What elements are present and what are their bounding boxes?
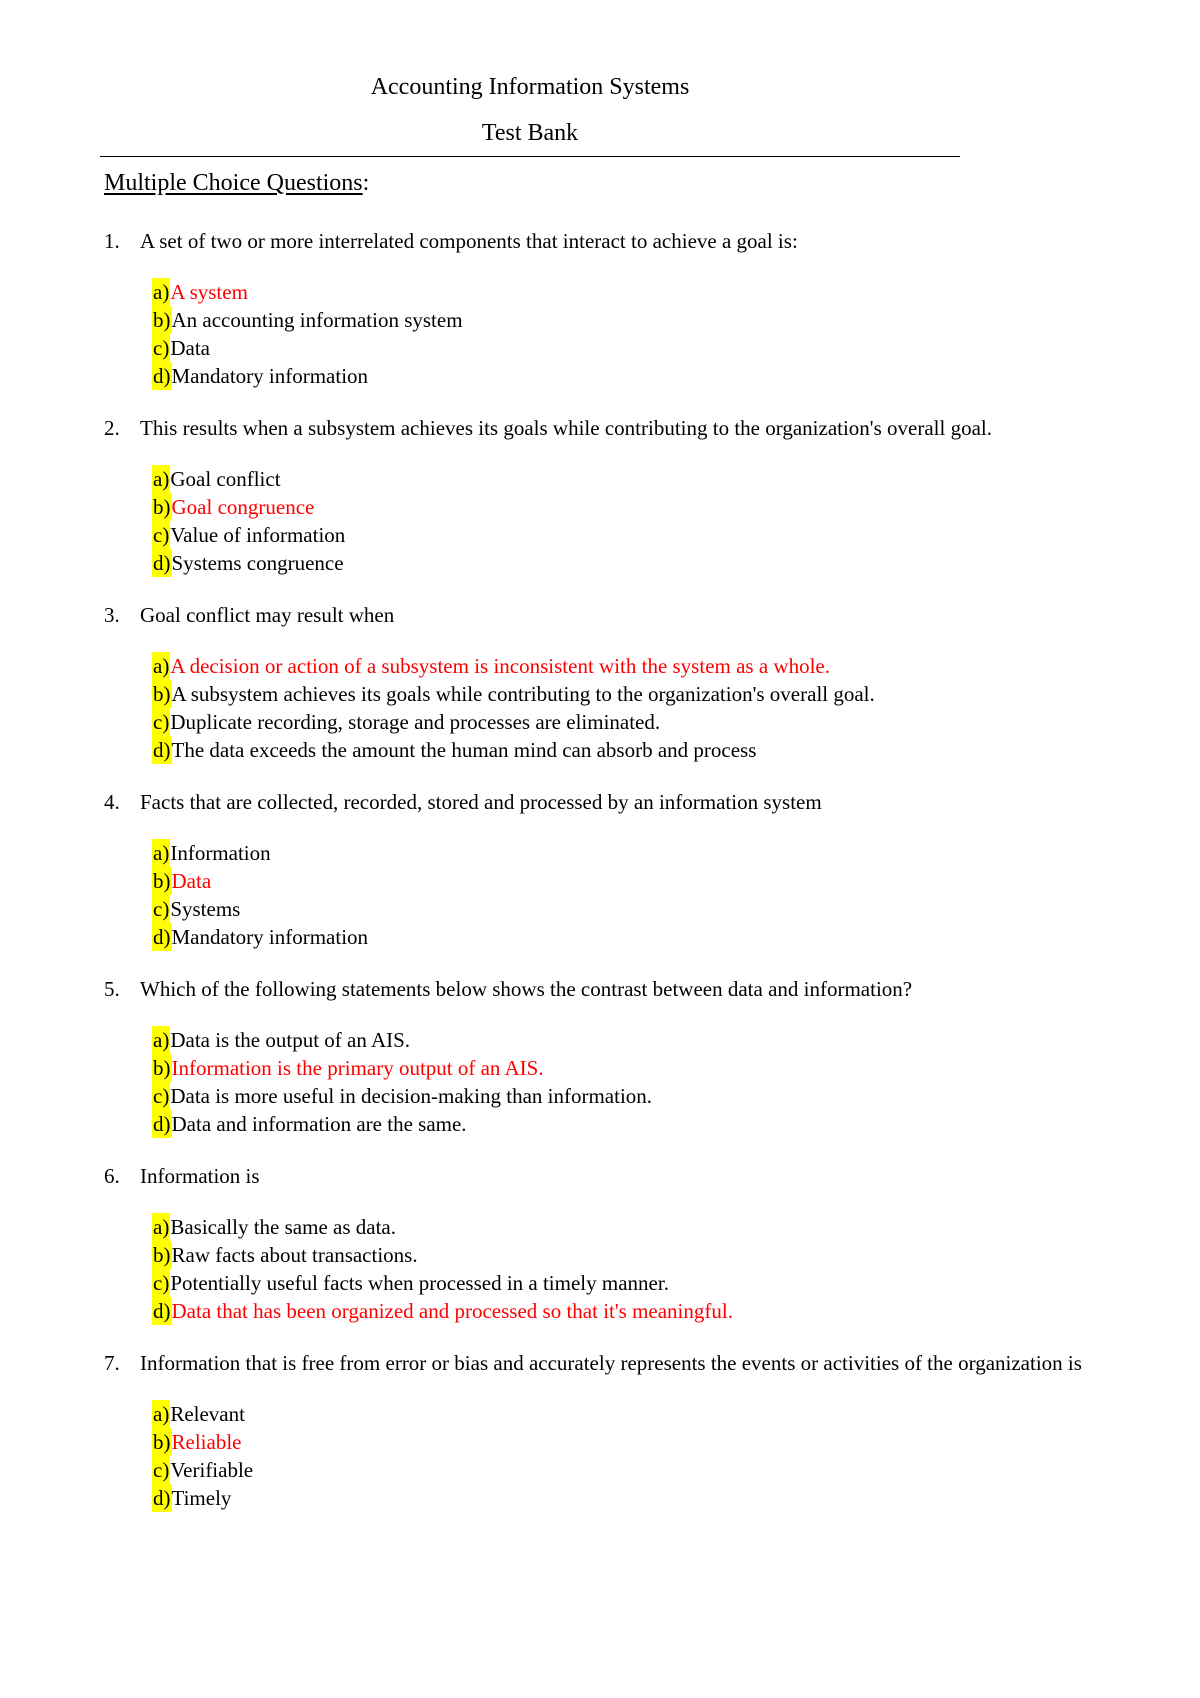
option-text: The data exceeds the amount the human mind can absorb and process [171,738,757,762]
option-letter: c) [153,1084,170,1108]
answer-options [152,652,1134,764]
answer-option [152,839,1134,867]
option-text: Data is the output of an AIS. [170,1028,411,1052]
question-text: This results when a subsystem achieves its goals while contributing to the organization's overall goal. [140,416,992,440]
correct-answer-text: Data [171,869,212,893]
option-letter: c) [153,710,170,734]
correct-answer-text: A system [170,280,248,304]
option-text: Systems congruence [171,551,344,575]
answer-option [152,1241,1134,1269]
option-text: Systems [170,897,241,921]
answer-option [152,736,1134,764]
option-letter: a) [153,1028,170,1052]
answer-option [152,1082,1134,1110]
question-number: 1. [104,229,120,253]
option-text: Raw facts about transactions. [171,1243,418,1267]
option-text: Verifiable [170,1458,254,1482]
question-number: 3. [104,603,120,627]
option-text: A subsystem achieves its goals while contributing to the organization's overall goal. [171,682,875,706]
answer-option [152,652,1134,680]
question-item [104,787,1134,951]
option-text: Basically the same as data. [170,1215,396,1239]
header-divider [100,156,960,157]
answer-option [152,493,1134,521]
question-stem [104,600,1134,630]
correct-answer-text: Goal congruence [171,495,315,519]
answer-option [152,708,1134,736]
option-text: Relevant [170,1402,245,1426]
answer-option [152,1026,1134,1054]
option-letter: d) [153,1299,171,1323]
question-stem [104,413,1134,443]
answer-option [152,1428,1134,1456]
question-list [104,226,1134,1535]
question-stem [104,226,1134,256]
answer-option [152,867,1134,895]
option-letter: c) [153,1458,170,1482]
question-text: Goal conflict may result when [140,603,395,627]
option-letter: b) [153,308,171,332]
option-letter: c) [153,523,170,547]
option-letter: b) [153,495,171,519]
section-heading-colon: : [362,170,370,196]
answer-option [152,1213,1134,1241]
option-letter: d) [153,551,171,575]
question-number: 6. [104,1164,120,1188]
option-text: Potentially useful facts when processed in a timely manner. [170,1271,669,1295]
correct-answer-text: Data that has been organized and processed so that it's meaningful. [171,1299,733,1323]
question-text: Information is [140,1164,260,1188]
answer-option [152,334,1134,362]
question-stem [104,1161,1134,1191]
section-heading [104,170,369,197]
question-item [104,600,1134,764]
option-text: Mandatory information [171,364,369,388]
answer-option [152,1054,1134,1082]
question-item [104,1161,1134,1325]
document-subtitle: Test Bank [481,120,579,146]
question-text: Which of the following statements below shows the contrast between data and information? [140,977,913,1001]
answer-option [152,1400,1134,1428]
answer-option [152,1456,1134,1484]
option-letter: d) [153,364,171,388]
option-letter: a) [153,654,170,678]
document-title: Accounting Information Systems [370,74,690,100]
answer-option [152,923,1134,951]
option-text: Goal conflict [170,467,281,491]
question-number: 5. [104,977,120,1001]
question-stem [104,974,1134,1004]
answer-option [152,362,1134,390]
answer-options [152,839,1134,951]
option-text: Data [170,336,210,360]
option-letter: c) [153,897,170,921]
answer-option [152,306,1134,334]
answer-options [152,1400,1134,1512]
answer-option [152,1297,1134,1325]
question-item [104,1348,1134,1512]
question-text: Information that is free from error or bias and accurately represents the events or activities of the organization is [140,1351,1082,1375]
question-item [104,413,1134,577]
question-number: 4. [104,790,120,814]
option-letter: d) [153,1112,171,1136]
question-item [104,226,1134,390]
option-letter: d) [153,1486,171,1510]
option-letter: c) [153,1271,170,1295]
option-letter: c) [153,336,170,360]
question-stem [104,787,1134,817]
answer-option [152,895,1134,923]
answer-options [152,278,1134,390]
question-text: Facts that are collected, recorded, stored and processed by an information system [140,790,822,814]
option-text: An accounting information system [171,308,463,332]
option-text: Value of information [170,523,346,547]
option-letter: a) [153,467,170,491]
option-text: Mandatory information [171,925,369,949]
option-text: Data and information are the same. [171,1112,467,1136]
question-item [104,974,1134,1138]
option-letter: a) [153,1402,170,1426]
answer-option [152,521,1134,549]
option-letter: d) [153,925,171,949]
answer-option [152,549,1134,577]
answer-options [152,1213,1134,1325]
option-letter: a) [153,841,170,865]
answer-option [152,1484,1134,1512]
answer-option [152,1110,1134,1138]
option-letter: d) [153,738,171,762]
question-text: A set of two or more interrelated components that interact to achieve a goal is: [140,229,798,253]
option-text: Duplicate recording, storage and processes are eliminated. [170,710,661,734]
option-text: Data is more useful in decision-making than information. [170,1084,653,1108]
section-heading-text: Multiple Choice Questions [104,170,363,196]
option-letter: b) [153,1430,171,1454]
option-letter: b) [153,1056,171,1080]
option-letter: b) [153,682,171,706]
question-number: 2. [104,416,120,440]
option-letter: a) [153,1215,170,1239]
question-number: 7. [104,1351,120,1375]
answer-options [152,465,1134,577]
option-letter: b) [153,869,171,893]
answer-option [152,1269,1134,1297]
option-letter: a) [153,280,170,304]
option-letter: b) [153,1243,171,1267]
option-text: Information [170,841,271,865]
answer-options [152,1026,1134,1138]
answer-option [152,465,1134,493]
correct-answer-text: Reliable [171,1430,242,1454]
correct-answer-text: A decision or action of a subsystem is inconsistent with the system as a whole. [170,654,830,678]
option-text: Timely [171,1486,232,1510]
answer-option [152,278,1134,306]
answer-option [152,680,1134,708]
question-stem [104,1348,1134,1378]
correct-answer-text: Information is the primary output of an AIS. [171,1056,544,1080]
